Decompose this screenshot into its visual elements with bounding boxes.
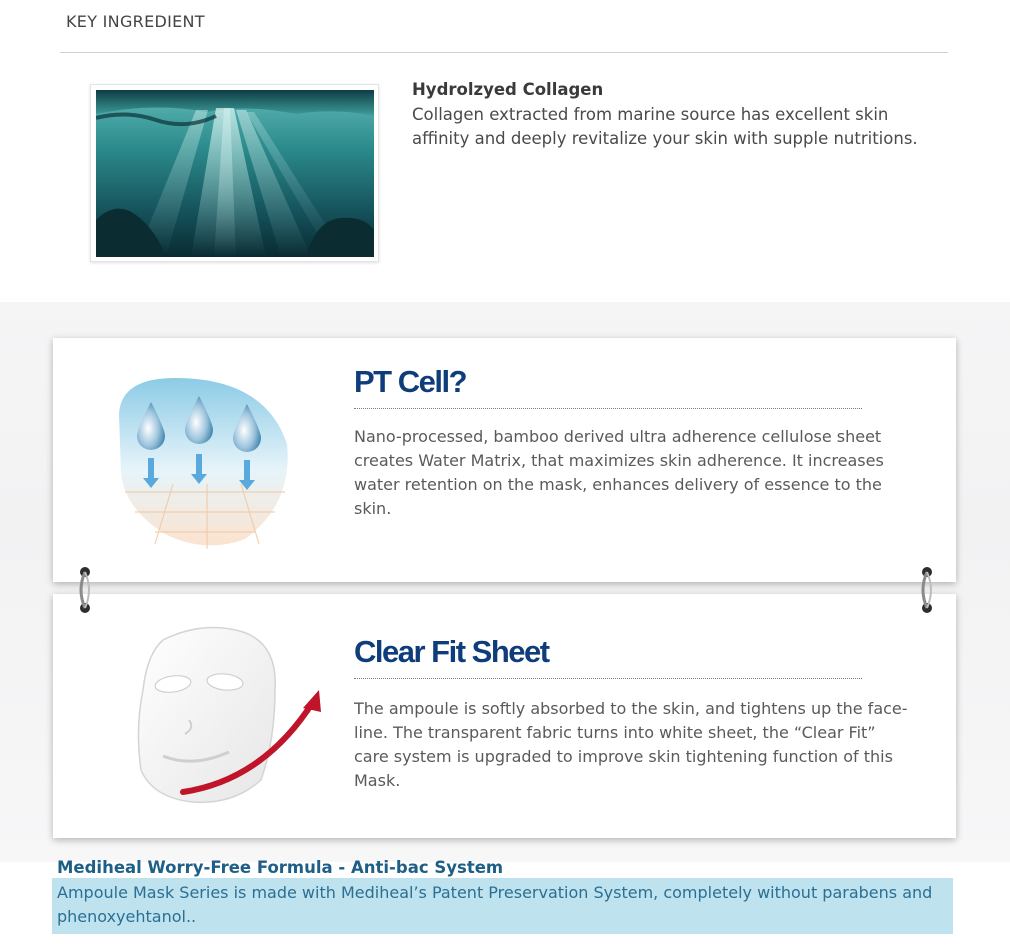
feature-card-clear-fit	[53, 594, 956, 838]
feature-title: Clear Fit Sheet	[354, 634, 549, 669]
binder-ring-right-icon	[919, 566, 935, 614]
heading-divider	[60, 52, 948, 53]
dotted-divider	[354, 678, 862, 679]
ocean-underwater-image	[96, 90, 374, 257]
footer-box	[52, 878, 953, 934]
feature-description: The ampoule is softly absorbed to the skin, and tightens up the face-line. The transparent fabric turns into white sheet, the “Clear Fit” care system is upgraded to improve skin tightening function of this Mask.	[354, 699, 908, 790]
ingredient-description: Collagen extracted from marine source has excellent skin affinity and deeply revitalize your skin with supple nutritions.	[412, 105, 918, 148]
binder-ring-left-icon	[77, 566, 93, 614]
ingredient-image	[90, 84, 379, 262]
dotted-divider	[354, 408, 862, 409]
water-drops-icon	[115, 374, 291, 550]
footer-title: Mediheal Worry-Free Formula - Anti-bac System	[57, 858, 504, 877]
feature-description: Nano-processed, bamboo derived ultra adherence cellulose sheet creates Water Matrix, that maximizes skin adherence. It increases water retention on the mask, enhances delivery of essence to the skin.	[354, 427, 884, 518]
feature-card-pt-cell	[53, 338, 956, 582]
footer-text: Ampoule Mask Series is made with Mediheal’s Patent Preservation System, completely without parabens and phenoxyehtanol..	[57, 883, 933, 926]
feature-title: PT Cell?	[354, 364, 467, 399]
face-mask-icon	[133, 620, 323, 810]
section-heading: KEY INGREDIENT	[66, 12, 205, 31]
ingredient-name: Hydrolzyed Collagen	[412, 80, 604, 99]
